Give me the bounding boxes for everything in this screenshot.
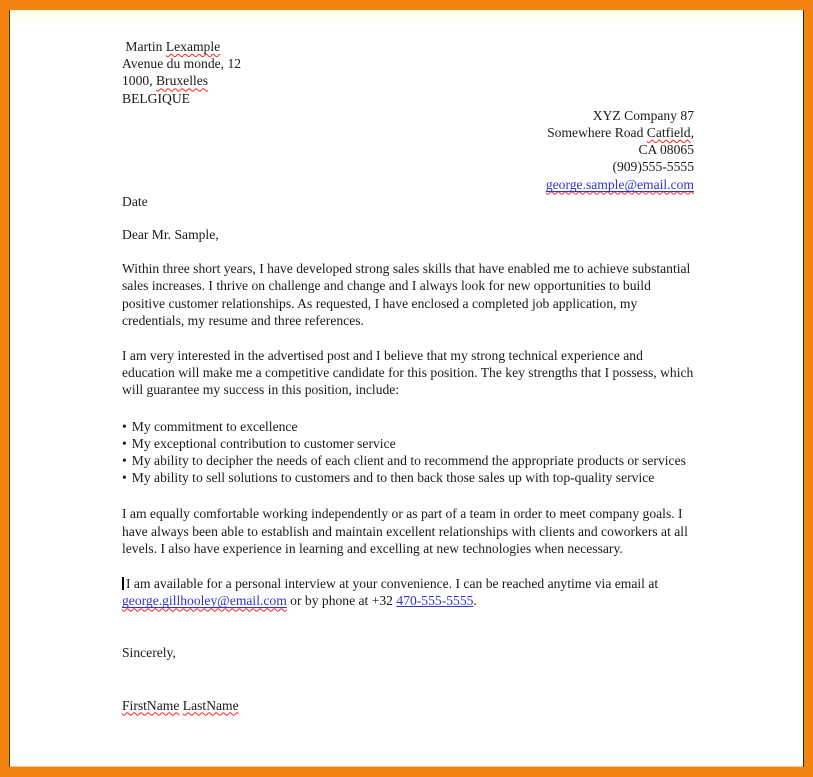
closing-paragraph [122, 575, 694, 609]
bullet-marker: • [122, 453, 127, 469]
sender-city-line [122, 72, 694, 89]
signature-line [122, 697, 694, 714]
recipient-phone-line: (909)555-5555 [612, 159, 694, 175]
sender-name-misspelled: Lexample [165, 39, 221, 54]
sender-name-line [122, 38, 694, 55]
signature-last-name: LastName [182, 697, 239, 713]
recipient-street-prefix: Somewhere Road [547, 125, 647, 141]
text-cursor [122, 577, 124, 590]
sender-address-block [122, 38, 694, 107]
bullet-list [122, 418, 694, 487]
bullet-text: My ability to sell solutions to customers and to then back those sales up with top-quality service [131, 470, 655, 486]
bullet-item [122, 419, 297, 434]
sender-postal-code: 1000, [122, 73, 156, 89]
closing-text-suffix: . [473, 593, 477, 609]
recipient-street-line [122, 124, 694, 141]
sender-country-line: BELGIQUE [122, 90, 190, 106]
signature-first-name: FirstName [122, 697, 180, 713]
sender-name-prefix: Martin [122, 39, 166, 54]
bullet-item [122, 453, 686, 468]
bullet-item [122, 436, 396, 451]
closing-text-middle: or by phone at +32 [286, 593, 397, 609]
bullet-marker: • [122, 470, 127, 486]
recipient-city-state-line: CA 08065 [638, 142, 694, 158]
closing-text-prefix: I am available for a personal interview at your convenience. I can be reached anytime via email at [126, 576, 659, 592]
date-line: Date [122, 193, 148, 209]
recipient-company-line: XYZ Company 87 [592, 107, 694, 123]
bullet-text: My exceptional contribution to customer service [131, 435, 396, 451]
body-paragraph-1: Within three short years, I have developed strong sales skills that have enabled me to achieve substantial sales increases. I thrive on challenge and change and I always look for new opportunities to build positive customer relationships. As requested, I have enclosed a completed job application, my credentials, my resume and three references. [122, 261, 691, 328]
recipient-street-misspelled: Catfield [646, 125, 691, 141]
bullet-text: My ability to decipher the needs of each client and to recommend the appropriate products or services [131, 453, 686, 469]
bullet-item [122, 470, 654, 485]
body-paragraph-3: I am equally comfortable working independently or as part of a team in order to meet company goals. I have always been able to establish and maintain excellent relationships with clients and coworkers at all levels. I also have experience in learning and excelling at new technologies when necessary. [122, 506, 688, 556]
signoff: Sincerely, [122, 645, 176, 661]
body-paragraph-2: I am very interested in the advertised post and I believe that my strong technical experience and education will make me a competitive candidate for this position. The key strengths that I possess, which will guarantee my success in this position, include: [122, 348, 694, 398]
closing-phone-link[interactable]: 470-555-5555 [396, 593, 474, 609]
bullet-text: My commitment to excellence [131, 418, 298, 434]
closing-email-squiggle-wrap [122, 593, 287, 608]
recipient-email-link[interactable]: george.sample@email.com [545, 176, 694, 192]
salutation: Dear Mr. Sample, [122, 227, 219, 243]
recipient-street-suffix: , [690, 125, 694, 141]
closing-email-link[interactable]: george.gillhooley@email.com [122, 593, 287, 609]
bullet-marker: • [122, 435, 127, 451]
sender-city-misspelled: Bruxelles [155, 73, 209, 89]
recipient-email-squiggle-wrap [546, 177, 694, 192]
recipient-email-line [122, 176, 694, 193]
sender-street-line: Avenue du monde, 12 [122, 56, 242, 72]
bullet-marker: • [122, 418, 127, 434]
recipient-address-block [122, 107, 694, 193]
letter-document [122, 38, 694, 714]
